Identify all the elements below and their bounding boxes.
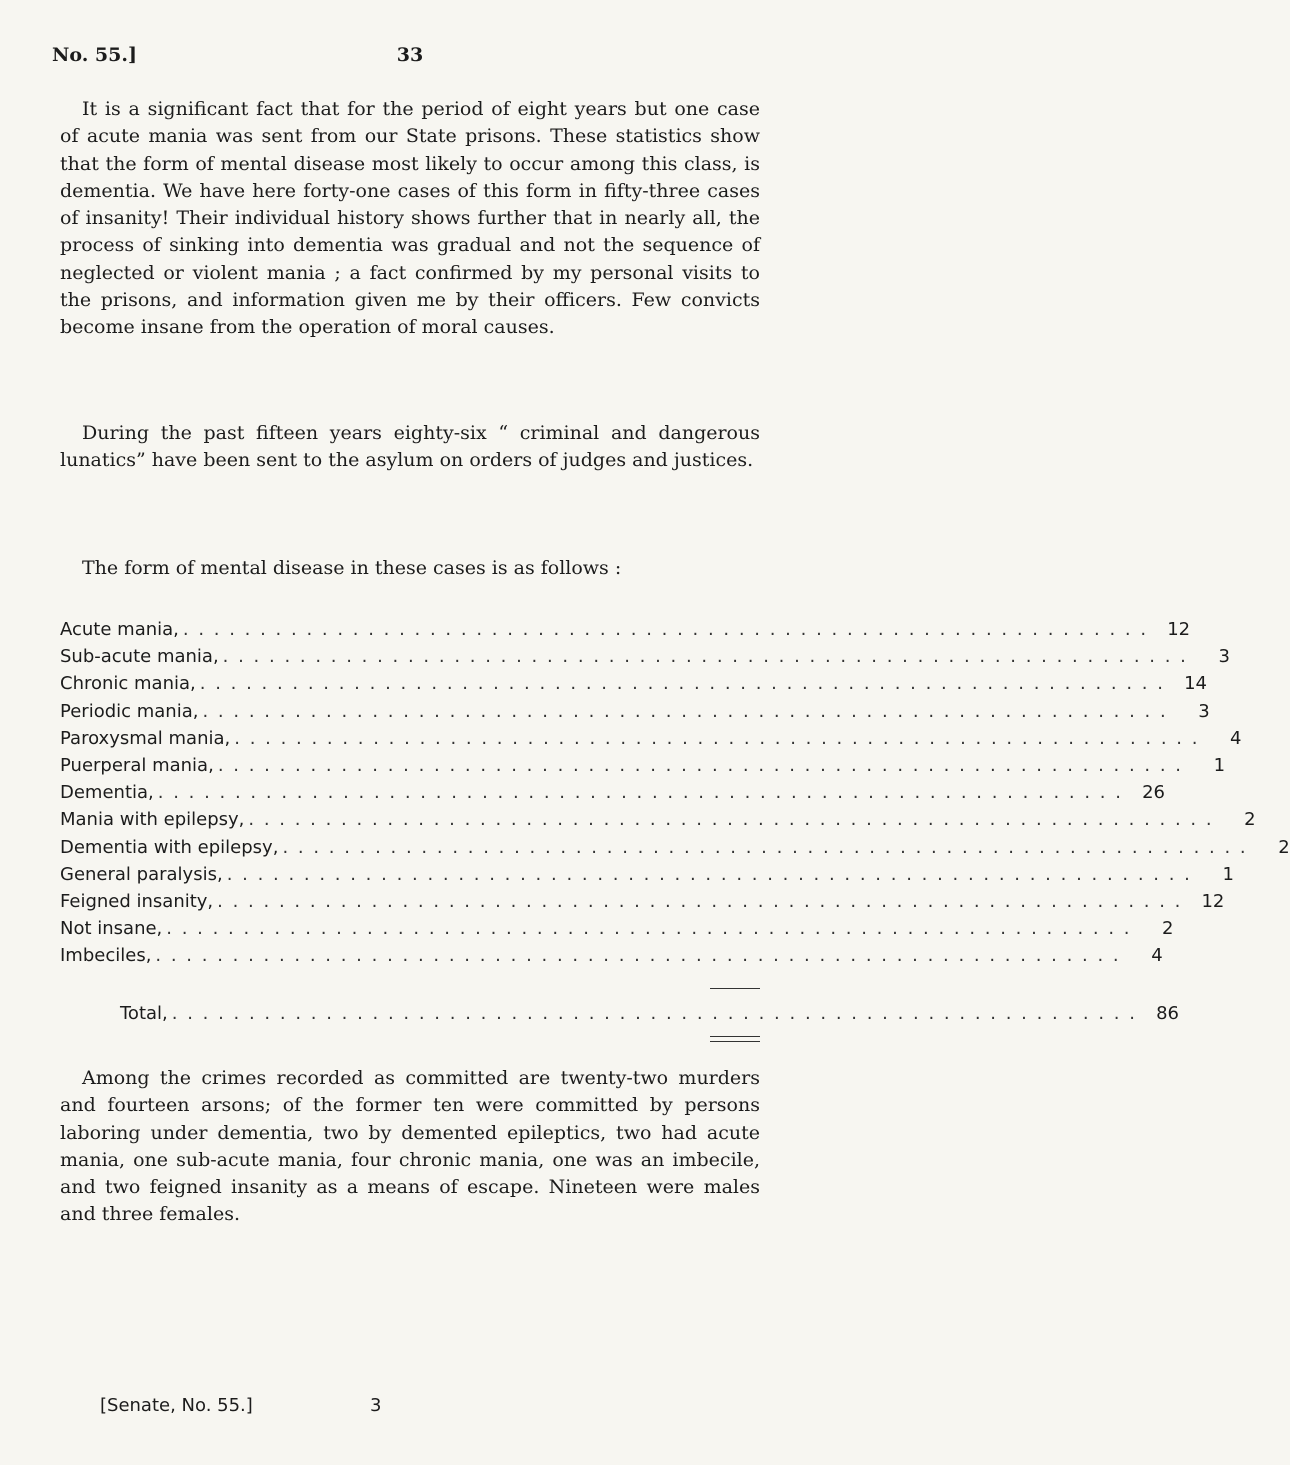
row-label: Dementia with epilepsy,	[60, 836, 279, 858]
row-value: 3	[1198, 700, 1210, 722]
total-row	[60, 1000, 1179, 1027]
row-label: Dementia,	[60, 782, 154, 804]
row-value: 1	[1222, 863, 1234, 885]
row-value: 1	[1213, 754, 1226, 776]
dot-leader: . . . . . . . . . . . . . . . . . . . . . . . . . . . . . . . . . . . . . . . . . . . . . . . . . . . . . . . . . . . . . . .	[226, 863, 1192, 885]
dot-leader: . . . . . . . . . . . . . . . . . . . . . . . . . . . . . . . . . . . . . . . . . . . . . . . . . . . . . . . . . . . . . . .	[234, 727, 1200, 749]
row-label: Chronic mania,	[60, 673, 196, 695]
row-label: Puerperal mania,	[60, 754, 214, 776]
table-row	[60, 888, 1225, 915]
paragraph-criminal-lunatics: During the past fifteen years eighty-six “ criminal and dangerous lunatics” have been sent to the asylum on orders of judges and justices.	[60, 422, 760, 472]
total-value: 86	[1156, 1003, 1179, 1024]
row-label: General paralysis,	[60, 863, 223, 885]
paragraph-crimes-recorded: Among the crimes recorded as committed are twenty-two murders and fourteen arsons; of the former ten were committed by persons laboring under dementia, two by demented epileptics, two had acute mania, one sub-acute mania, four chronic mania, one was an imbecile, and two feigned insanity as a means of escape. Nineteen were males and three females.	[60, 1067, 760, 1226]
table-row	[60, 942, 1163, 969]
row-value: 4	[1230, 727, 1242, 749]
row-value: 2	[1244, 809, 1256, 831]
table-row	[60, 643, 1230, 670]
row-value: 26	[1142, 782, 1165, 804]
row-label: Imbeciles,	[60, 945, 152, 967]
row-value: 12	[1167, 619, 1191, 640]
table-row	[60, 752, 1226, 779]
dot-leader: . . . . . . . . . . . . . . . . . . . . . . . . . . . . . . . . . . . . . . . . . . . . . . . . . . . . . . . . . . . . . . .	[182, 619, 1149, 640]
dot-leader: . . . . . . . . . . . . . . . . . . . . . . . . . . . . . . . . . . . . . . . . . . . . . . . . . . . . . . . . . . . . . . .	[202, 700, 1168, 722]
row-value: 14	[1184, 673, 1207, 695]
dot-leader: . . . . . . . . . . . . . . . . . . . . . . . . . . . . . . . . . . . . . . . . . . . . . . . . . . . . . . . . . . . . . . .	[166, 918, 1132, 940]
row-value: 3	[1218, 646, 1230, 668]
table-row	[60, 779, 1165, 806]
row-label: Feigned insanity,	[60, 890, 214, 912]
table-row	[60, 725, 1242, 752]
dot-leader: . . . . . . . . . . . . . . . . . . . . . . . . . . . . . . . . . . . . . . . . . . . . . . . . . . . . . . . . . . . . . . .	[171, 1003, 1137, 1024]
table-row	[60, 670, 1207, 697]
row-value: 2	[1278, 836, 1290, 858]
row-label: Paroxysmal mania,	[60, 727, 231, 749]
dot-leader: . . . . . . . . . . . . . . . . . . . . . . . . . . . . . . . . . . . . . . . . . . . . . . . . . . . . . . . . . . . . . . .	[157, 782, 1123, 804]
sum-rule	[710, 988, 760, 989]
table-row	[60, 861, 1234, 888]
row-label: Mania with epilepsy,	[60, 809, 245, 831]
signature-mark: [Senate, No. 55.]	[100, 1395, 253, 1416]
row-label: Sub-acute mania,	[60, 646, 219, 668]
document-number: No. 55.]	[52, 44, 137, 66]
dot-leader: . . . . . . . . . . . . . . . . . . . . . . . . . . . . . . . . . . . . . . . . . . . . . . . . . . . . . . . . . . . . . . .	[217, 754, 1184, 776]
row-label: Not insane,	[60, 918, 163, 940]
row-value: 12	[1201, 890, 1225, 912]
dot-leader: . . . . . . . . . . . . . . . . . . . . . . . . . . . . . . . . . . . . . . . . . . . . . . . . . . . . . . . . . . . . . . .	[248, 809, 1214, 831]
table-row	[60, 616, 1191, 643]
row-value: 2	[1162, 918, 1174, 940]
row-label: Periodic mania,	[60, 700, 199, 722]
disease-form-table	[60, 616, 1290, 1024]
total-double-rule	[710, 1036, 760, 1042]
running-head	[52, 44, 760, 74]
total-label: Total,	[120, 1003, 168, 1024]
row-label: Acute mania,	[60, 619, 179, 640]
signature-number: 3	[370, 1395, 382, 1416]
page-number: 33	[396, 44, 424, 66]
dot-leader: . . . . . . . . . . . . . . . . . . . . . . . . . . . . . . . . . . . . . . . . . . . . . . . . . . . . . . . . . . . . . . .	[199, 673, 1165, 695]
dot-leader: . . . . . . . . . . . . . . . . . . . . . . . . . . . . . . . . . . . . . . . . . . . . . . . . . . . . . . . . . . . . . . .	[222, 646, 1188, 668]
paragraph-prison-statistics: It is a significant fact that for the period of eight years but one case of acute mania was sent from our State prisons. These statistics show that the form of mental disease most likely to occur among this class, is dementia. We have here forty-one cases of this form in fifty-three cases of insanity! Their individual history shows further that in nearly all, the process of sinking into dementia was gradual and not the sequence of neglected or violent mania ; a fact confirmed by my personal visits to the prisons, and information given me by their officers. Few convicts become insane from the operation of moral causes.	[60, 98, 760, 339]
table-row	[60, 698, 1210, 725]
row-value: 4	[1151, 945, 1163, 967]
table-row	[60, 915, 1174, 942]
table-row	[60, 834, 1290, 861]
dot-leader: . . . . . . . . . . . . . . . . . . . . . . . . . . . . . . . . . . . . . . . . . . . . . . . . . . . . . . . . . . . . . . .	[282, 836, 1248, 858]
table-row	[60, 806, 1256, 833]
paragraph-table-intro: The form of mental disease in these cases is as follows :	[82, 557, 622, 579]
dot-leader: . . . . . . . . . . . . . . . . . . . . . . . . . . . . . . . . . . . . . . . . . . . . . . . . . . . . . . . . . . . . . . .	[155, 945, 1121, 967]
dot-leader: . . . . . . . . . . . . . . . . . . . . . . . . . . . . . . . . . . . . . . . . . . . . . . . . . . . . . . . . . . . . . . .	[217, 890, 1183, 912]
